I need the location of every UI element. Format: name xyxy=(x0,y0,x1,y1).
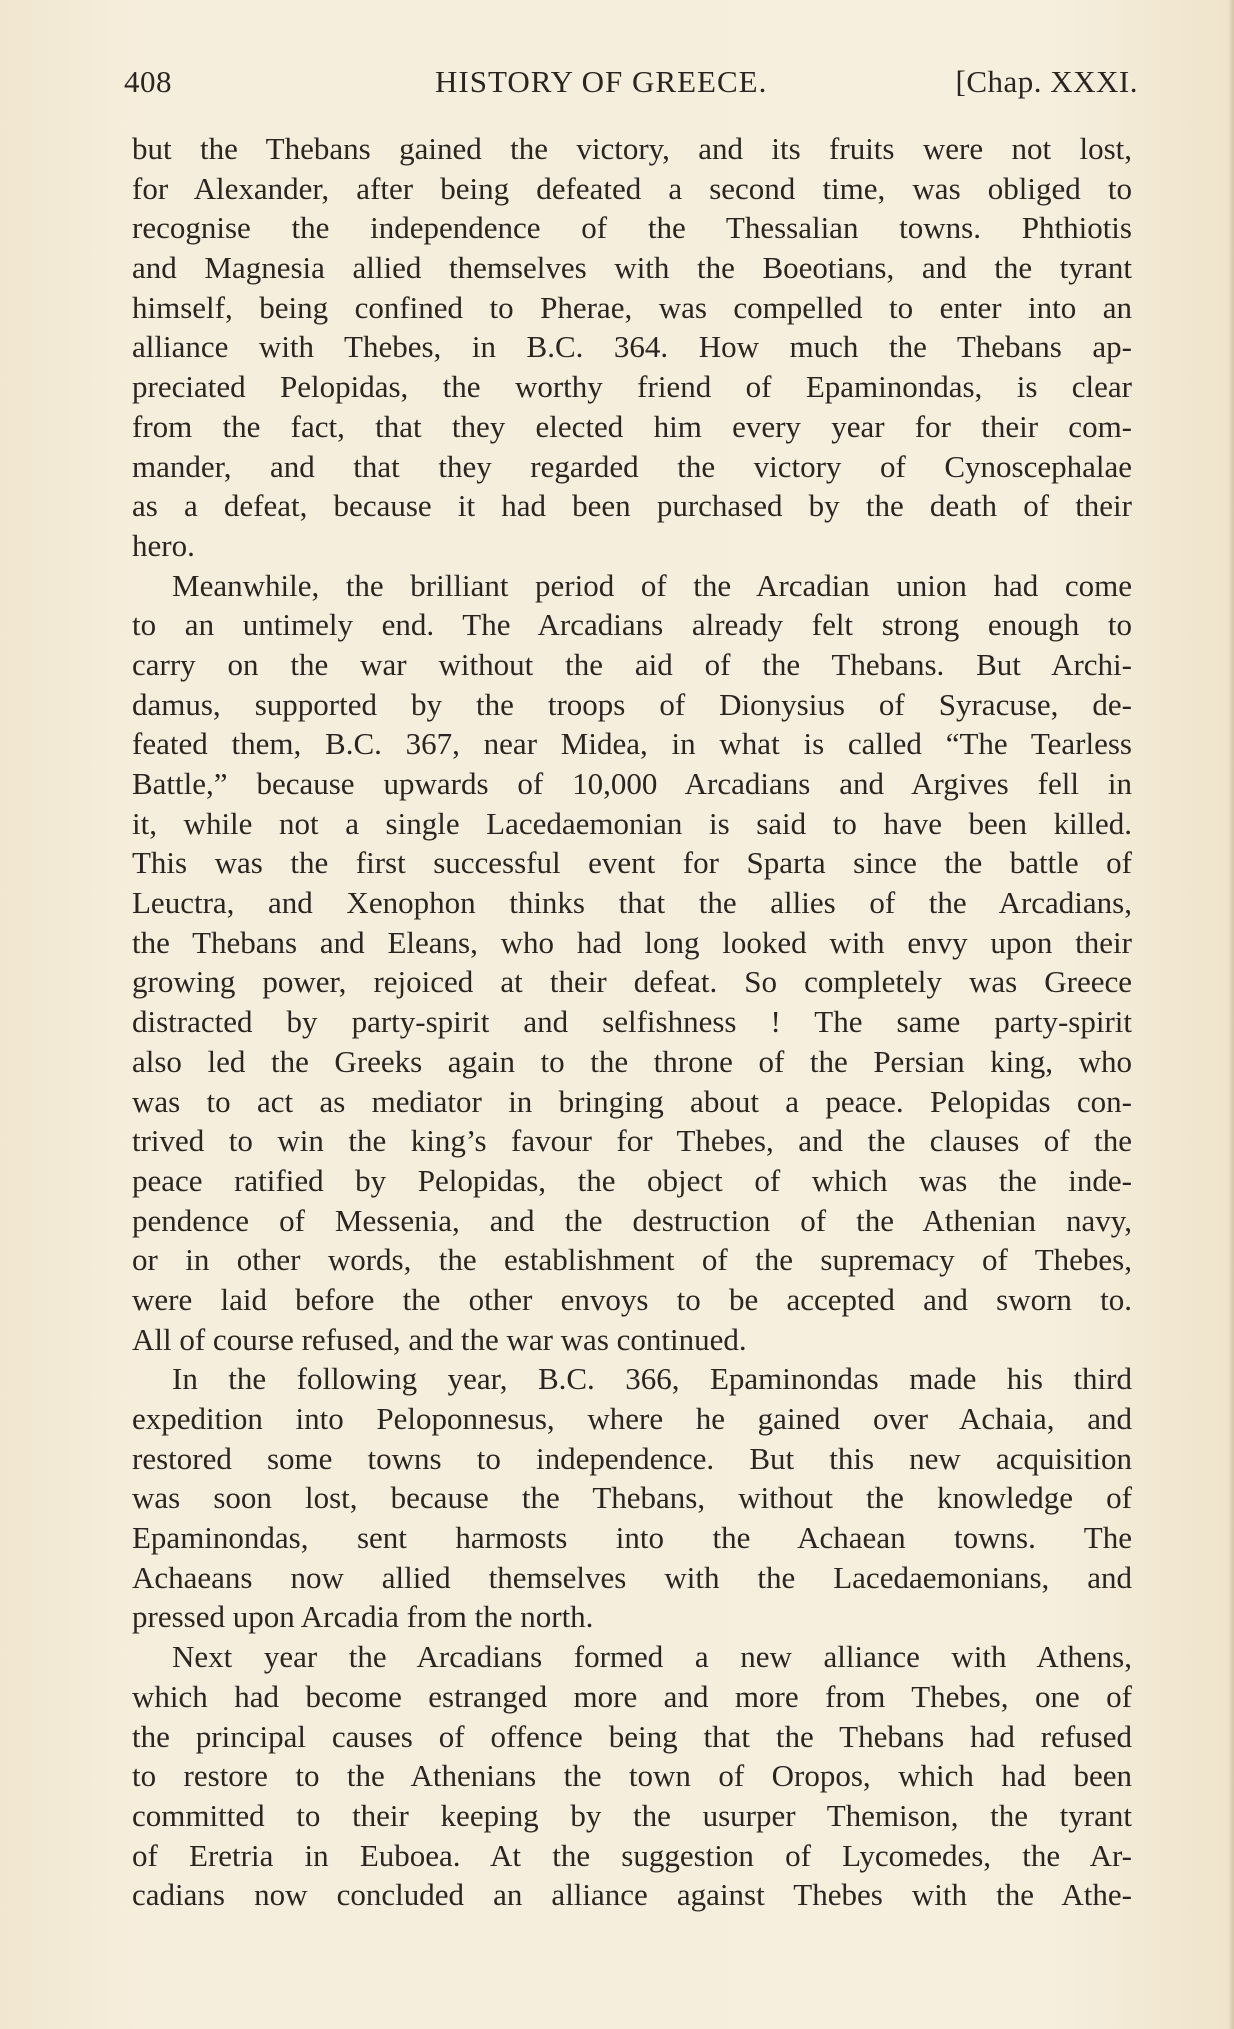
text-line: as a defeat, because it had been purchased by the death of their xyxy=(132,488,1132,524)
text-line: and Magnesia allied themselves with the Boeotians, and the tyrant xyxy=(132,250,1132,286)
text-line: trived to win the king’s favour for Thebes, and the clauses of the xyxy=(132,1123,1132,1159)
text-line: or in other words, the establishment of the supremacy of Thebes, xyxy=(132,1242,1132,1278)
chapter-reference: [Chap. XXXI. xyxy=(955,64,1138,99)
text-line: of Eretria in Euboea. At the suggestion of Lycomedes, the Ar- xyxy=(132,1837,1132,1873)
text-line: carry on the war without the aid of the Thebans. But Archi- xyxy=(132,646,1132,682)
text-line: recognise the independence of the Thessalian towns. Phthiotis xyxy=(132,210,1132,246)
text-line: from the fact, that they elected him every year for their com- xyxy=(132,408,1132,444)
text-line: was soon lost, because the Thebans, without the knowledge of xyxy=(132,1480,1132,1516)
text-line: Next year the Arcadians formed a new alliance with Athens, xyxy=(172,1639,1132,1675)
text-line: feated them, B.C. 367, near Midea, in what is called “The Tearless xyxy=(132,726,1132,762)
text-line: was to act as mediator in bringing about a peace. Pelopidas con- xyxy=(132,1083,1132,1119)
text-line: which had become estranged more and more from Thebes, one of xyxy=(132,1678,1132,1714)
text-line: preciated Pelopidas, the worthy friend of Epaminondas, is clear xyxy=(132,369,1132,405)
text-line: All of course refused, and the war was continued. xyxy=(132,1321,747,1357)
text-line: the Thebans and Eleans, who had long looked with envy upon their xyxy=(132,924,1132,960)
text-line: alliance with Thebes, in B.C. 364. How much the Thebans ap- xyxy=(132,329,1132,365)
running-title: HISTORY OF GREECE. xyxy=(435,64,768,99)
page-number: 408 xyxy=(124,64,172,99)
text-line: were laid before the other envoys to be accepted and sworn to. xyxy=(132,1281,1132,1317)
text-line: distracted by party-spirit and selfishness ! The same party-spirit xyxy=(132,1004,1132,1040)
text-line: Battle,” because upwards of 10,000 Arcadians and Argives fell in xyxy=(132,766,1132,801)
text-line: restored some towns to independence. But this new acquisition xyxy=(132,1440,1132,1476)
text-line: but the Thebans gained the victory, and its fruits were not lost, xyxy=(132,131,1132,166)
text-line: peace ratified by Pelopidas, the object of which was the inde- xyxy=(132,1162,1132,1198)
text-line: Leuctra, and Xenophon thinks that the allies of the Arcadians, xyxy=(132,885,1132,921)
text-line: mander, and that they regarded the victory of Cynoscephalae xyxy=(132,448,1132,484)
text-line: expedition into Peloponnesus, where he gained over Achaia, and xyxy=(132,1401,1132,1436)
text-line: it, while not a single Lacedaemonian is said to have been killed. xyxy=(132,805,1132,841)
text-line: This was the first successful event for Sparta since the battle of xyxy=(132,845,1132,881)
text-line: growing power, rejoiced at their defeat. So completely was Greece xyxy=(132,964,1132,1000)
text-line: himself, being confined to Pherae, was compelled to enter into an xyxy=(132,289,1132,325)
text-line: to restore to the Athenians the town of Oropos, which had been xyxy=(132,1758,1132,1794)
text-line: Achaeans now allied themselves with the Lacedaemonians, and xyxy=(132,1559,1132,1595)
text-line: In the following year, B.C. 366, Epaminondas made his third xyxy=(172,1361,1132,1397)
text-line: the principal causes of offence being that the Thebans had refused xyxy=(132,1718,1132,1754)
page-edge xyxy=(1228,0,1234,2029)
text-line: for Alexander, after being defeated a second time, was obliged to xyxy=(132,170,1132,206)
running-header xyxy=(124,64,1138,108)
text-line: to an untimely end. The Arcadians already felt strong enough to xyxy=(132,607,1132,643)
text-line: pendence of Messenia, and the destruction of the Athenian navy, xyxy=(132,1202,1132,1238)
text-line: hero. xyxy=(132,527,195,563)
text-line: damus, supported by the troops of Dionysius of Syracuse, de- xyxy=(132,686,1132,722)
body-text xyxy=(132,129,1132,1915)
text-line: also led the Greeks again to the throne of the Persian king, who xyxy=(132,1043,1132,1079)
text-line: cadians now concluded an alliance against Thebes with the Athe- xyxy=(132,1877,1132,1913)
text-line: Epaminondas, sent harmosts into the Achaean towns. The xyxy=(132,1520,1132,1556)
text-line: pressed upon Arcadia from the north. xyxy=(132,1599,594,1635)
text-line: Meanwhile, the brilliant period of the Arcadian union had come xyxy=(172,567,1132,603)
text-line: committed to their keeping by the usurper Themison, the tyrant xyxy=(132,1797,1132,1833)
